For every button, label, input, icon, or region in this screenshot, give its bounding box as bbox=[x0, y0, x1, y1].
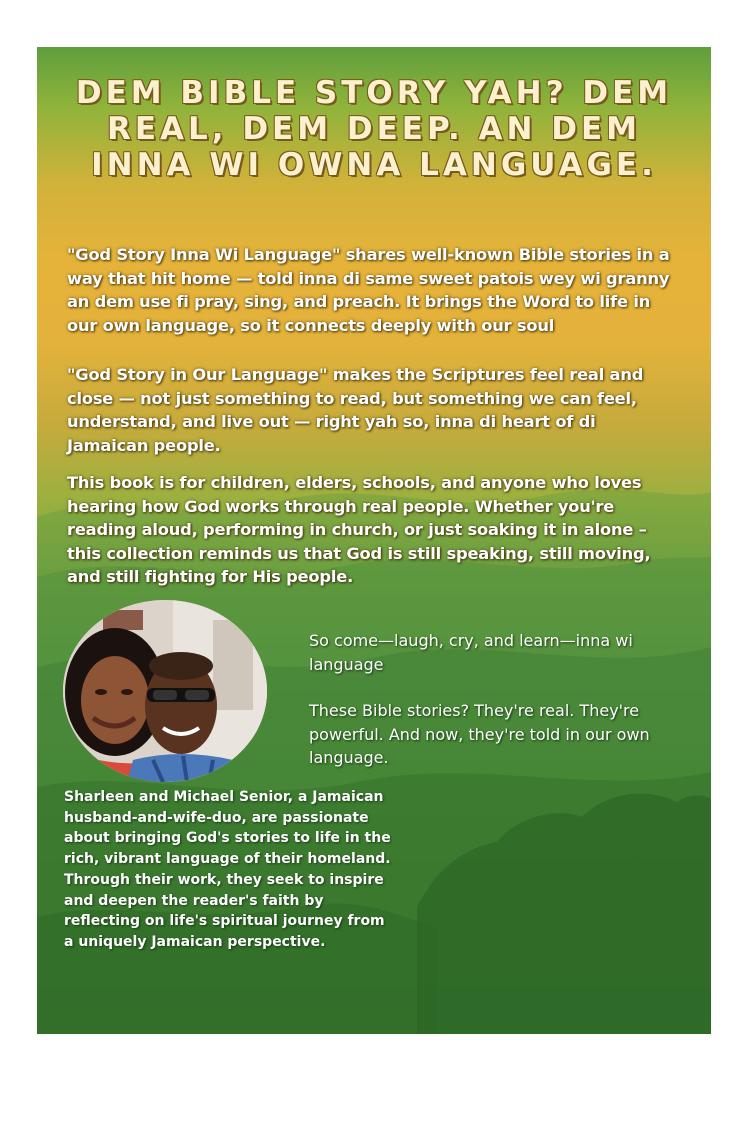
intro-paragraph-2: "God Story in Our Language" makes the Scriptures feel real and close — not just something to read, but something we can feel, understand, and live out — right yah so, inna di heart of di Jamaican people. bbox=[67, 365, 644, 455]
stories-real-text: These Bible stories? They're real. They're powerful. And now, they're told in our own language. bbox=[309, 701, 650, 767]
author-bio: Sharleen and Michael Senior, a Jamaican husband-and-wife-duo, are passionate about bringing God's stories to life in the rich, vibrant language of their homeland. Through their work, they seek to inspire and deepen the reader's faith by reflecting on life's spiritual journey from a uniquely Jamaican perspective. bbox=[64, 789, 391, 950]
author-photo bbox=[63, 600, 267, 782]
book-back-cover bbox=[37, 47, 711, 1034]
intro-paragraph-3: This book is for children, elders, schools, and anyone who loves hearing how God works through real people. Whether you're reading aloud, performing in church, or just soaking it in alone – this collection reminds us that God is still speaking, still moving, and still fighting for His people. bbox=[67, 473, 651, 586]
headline: DEM BIBLE STORY YAH? DEM REAL, DEM DEEP. AN DEM INNA WI OWNA LANGUAGE. bbox=[75, 75, 673, 183]
intro-paragraph-1: "God Story Inna Wi Language" shares well-known Bible stories in a way that hit home — told inna di same sweet patois wey wi granny an dem use fi pray, sing, and preach. It brings the Word to life in our own language, so it connects deeply with our soul bbox=[67, 245, 670, 335]
couple-photo-icon bbox=[63, 600, 267, 782]
come-learn-text: So come—laugh, cry, and learn—inna wi language bbox=[309, 631, 633, 674]
